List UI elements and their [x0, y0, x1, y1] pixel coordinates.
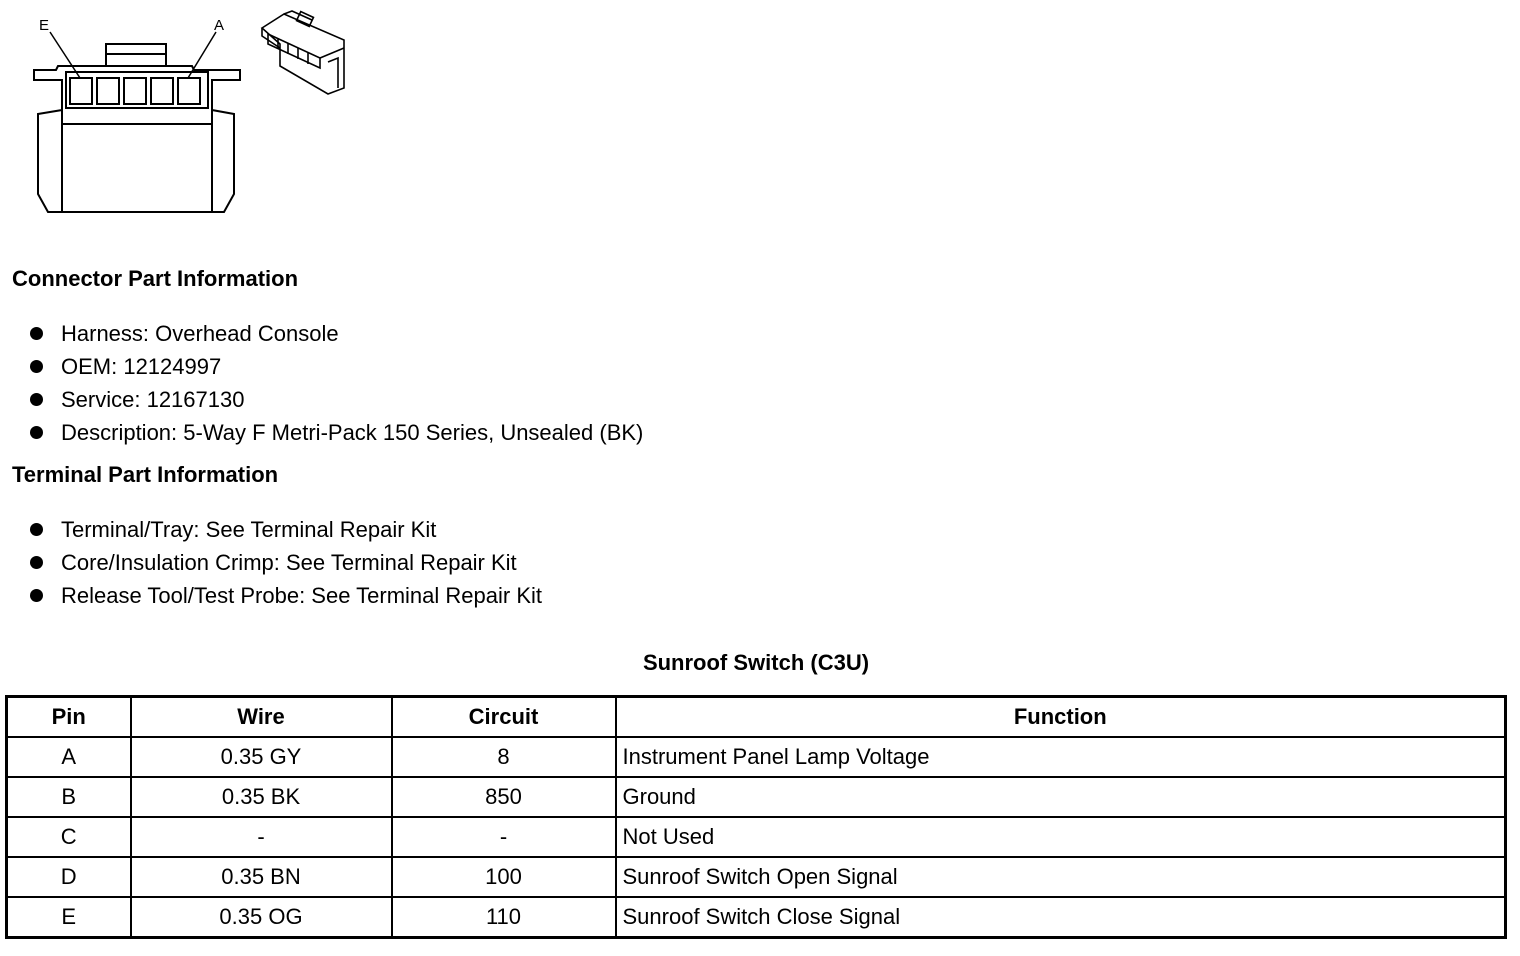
- pin-label-a: A: [214, 17, 225, 34]
- bullet-icon: [30, 556, 43, 569]
- bullet-icon: [30, 523, 43, 536]
- cavity-d: [97, 78, 119, 104]
- terminal-info-heading: Terminal Part Information: [12, 462, 279, 487]
- bullet-icon: [30, 589, 43, 602]
- bullet-icon: [30, 360, 43, 373]
- column-header-function: Function: [616, 697, 1506, 738]
- cell-function: Instrument Panel Lamp Voltage: [616, 737, 1506, 777]
- bullet-icon: [30, 393, 43, 406]
- cell-pin: D: [7, 857, 131, 897]
- cell-function: Not Used: [616, 817, 1506, 857]
- list-item: OEM: 12124997: [30, 350, 643, 383]
- cell-wire: 0.35 OG: [131, 897, 392, 938]
- connector-diagram: [22, 8, 362, 220]
- list-item: Service: 12167130: [30, 383, 643, 416]
- cell-pin: E: [7, 897, 131, 938]
- cell-circuit: 100: [392, 857, 616, 897]
- terminal-cavities: [70, 78, 200, 104]
- pin-label-e: E: [39, 17, 50, 34]
- list-item: Description: 5-Way F Metri-Pack 150 Series, Unsealed (BK): [30, 416, 643, 449]
- table-row: [7, 737, 1506, 777]
- cell-pin: A: [7, 737, 131, 777]
- column-header-circuit: Circuit: [392, 697, 616, 738]
- cavity-a: [178, 78, 200, 104]
- connector-isometric-view: [262, 11, 344, 94]
- terminal-info-list: [30, 513, 542, 612]
- column-header-wire: Wire: [131, 697, 392, 738]
- cell-wire: -: [131, 817, 392, 857]
- cell-circuit: -: [392, 817, 616, 857]
- cell-pin: C: [7, 817, 131, 857]
- list-item: Harness: Overhead Console: [30, 317, 643, 350]
- table-row: [7, 777, 1506, 817]
- cell-wire: 0.35 BK: [131, 777, 392, 817]
- cell-circuit: 850: [392, 777, 616, 817]
- list-item: Core/Insulation Crimp: See Terminal Repair Kit: [30, 546, 542, 579]
- cavity-e: [70, 78, 92, 104]
- table-title: Sunroof Switch (C3U): [642, 650, 870, 675]
- cell-pin: B: [7, 777, 131, 817]
- connector-info-heading: Connector Part Information: [12, 266, 299, 291]
- pinout-table: [5, 695, 1507, 939]
- cell-circuit: 110: [392, 897, 616, 938]
- cell-function: Ground: [616, 777, 1506, 817]
- list-item: Release Tool/Test Probe: See Terminal Repair Kit: [30, 579, 542, 612]
- column-header-pin: Pin: [7, 697, 131, 738]
- table-row: [7, 857, 1506, 897]
- bullet-icon: [30, 327, 43, 340]
- cavity-c: [124, 78, 146, 104]
- connector-info-list: [30, 317, 643, 449]
- cell-function: Sunroof Switch Open Signal: [616, 857, 1506, 897]
- table-header-row: [7, 697, 1506, 738]
- cell-wire: 0.35 GY: [131, 737, 392, 777]
- list-item: Terminal/Tray: See Terminal Repair Kit: [30, 513, 542, 546]
- cavity-b: [151, 78, 173, 104]
- bullet-icon: [30, 426, 43, 439]
- table-row: [7, 817, 1506, 857]
- cell-circuit: 8: [392, 737, 616, 777]
- cell-wire: 0.35 BN: [131, 857, 392, 897]
- cell-function: Sunroof Switch Close Signal: [616, 897, 1506, 938]
- table-row: [7, 897, 1506, 938]
